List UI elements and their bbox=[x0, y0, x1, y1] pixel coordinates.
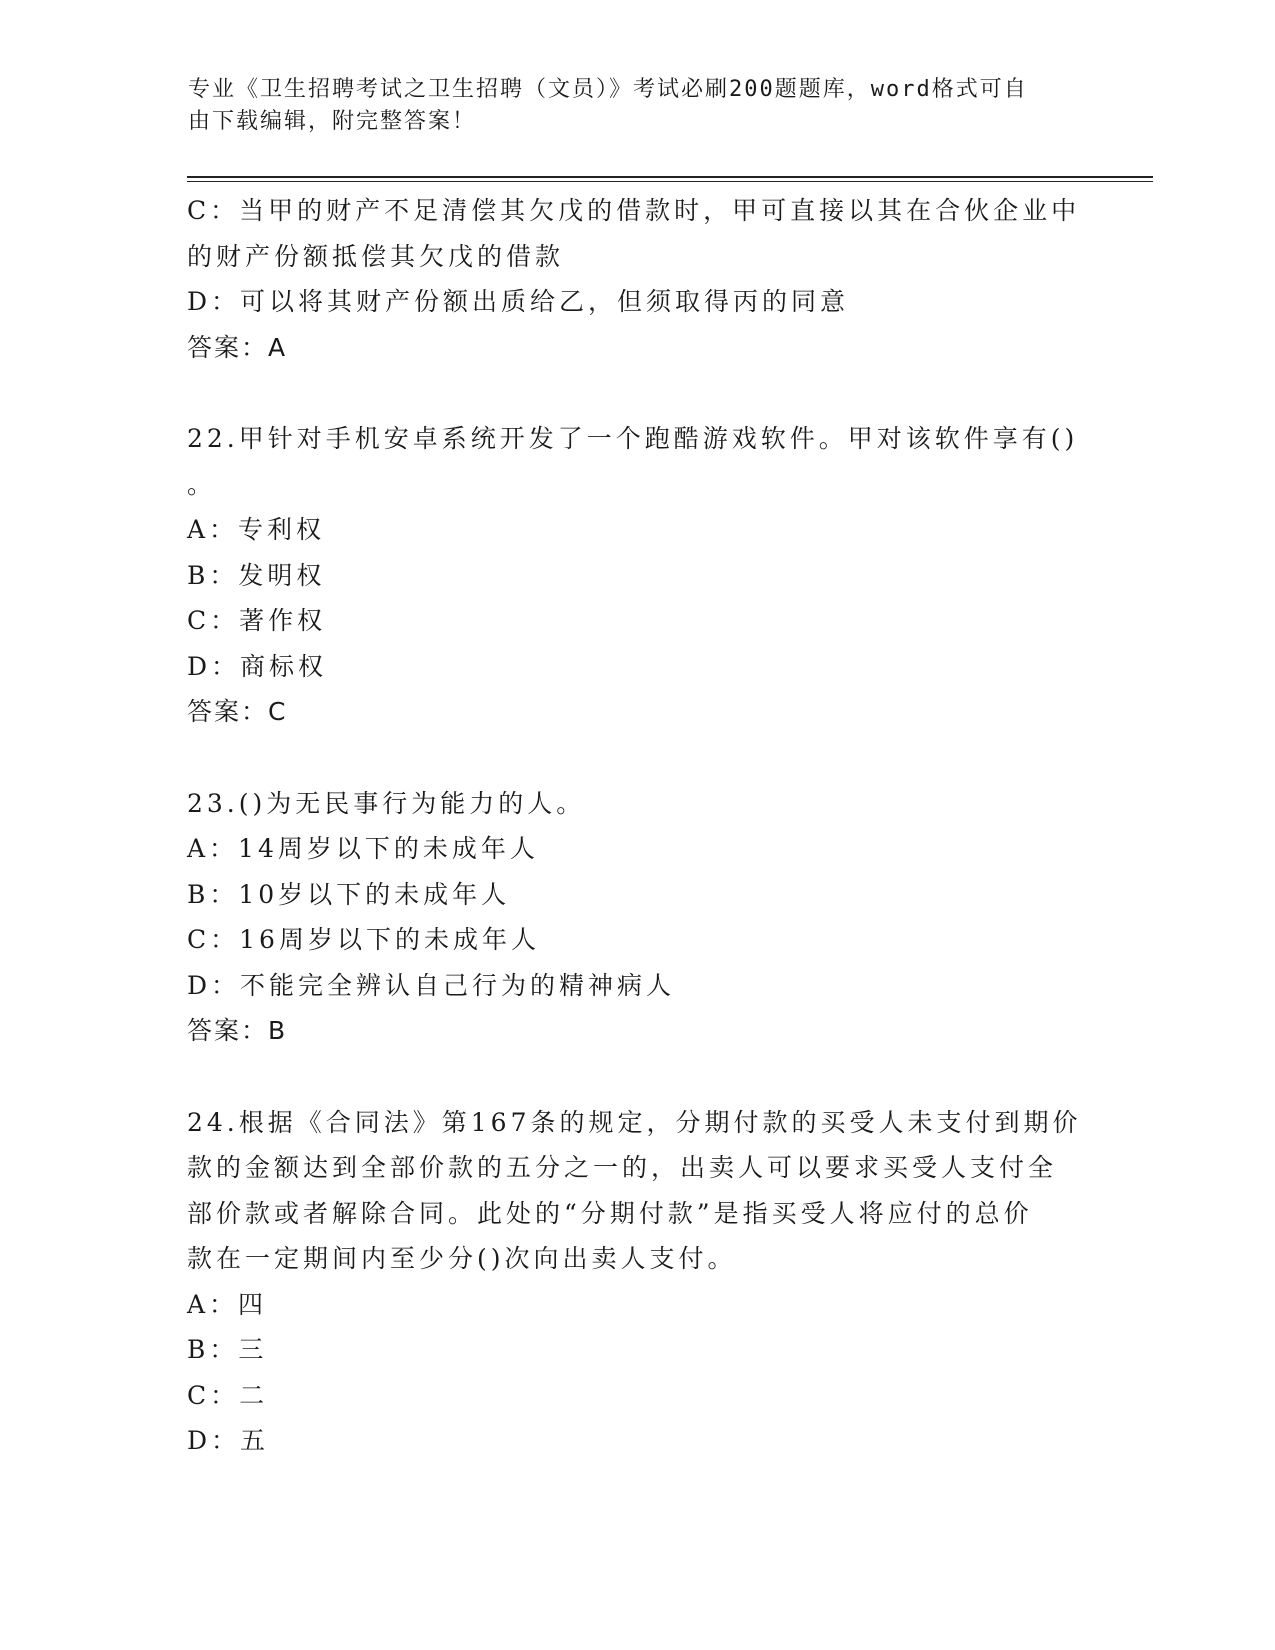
question-stem-line-1: 23.()为无民事行为能力的人。 bbox=[187, 788, 586, 818]
option-d: D：五 bbox=[187, 1426, 270, 1455]
question-23 bbox=[187, 781, 1087, 1054]
question-stem-line-4: 款在一定期间内至少分()次向出卖人支付。 bbox=[187, 1244, 737, 1273]
header-title-line-1: 专业《卫生招聘考试之卫生招聘（文员）》考试必刷200题题库，word格式可自 bbox=[188, 77, 1028, 102]
option-d: D：可以将其财产份额出质给乙，但须取得丙的同意 bbox=[187, 287, 850, 316]
answer: 答案：A bbox=[187, 332, 288, 362]
answer: 答案：B bbox=[187, 1016, 288, 1045]
question-24 bbox=[187, 1100, 1087, 1464]
question-stem-line-2: 。 bbox=[187, 469, 217, 499]
option-a: A：专利权 bbox=[187, 515, 326, 544]
option-b: B：三 bbox=[187, 1335, 268, 1364]
answer: 答案：C bbox=[187, 697, 288, 726]
option-c-line-1: C：当甲的财产不足清偿其欠戊的借款时，甲可直接以其在合伙企业中 bbox=[187, 196, 1081, 225]
spacer bbox=[187, 370, 1087, 416]
header-rule-thin bbox=[187, 181, 1153, 182]
option-d: D：商标权 bbox=[187, 651, 328, 681]
option-c-line-2: 的财产份额抵偿其欠戊的借款 bbox=[187, 241, 565, 271]
header-rule-thick bbox=[187, 176, 1153, 178]
option-c: C：二 bbox=[187, 1380, 269, 1410]
spacer bbox=[187, 735, 1087, 781]
question-stem-line-3: 部价款或者解除合同。此处的“分期付款”是指买受人将应付的总价 bbox=[187, 1198, 1033, 1228]
question-stem-line-1: 24.根据《合同法》第167条的规定，分期付款的买受人未支付到期价 bbox=[187, 1107, 1082, 1137]
option-b: B：发明权 bbox=[187, 560, 326, 590]
option-a: A：四 bbox=[187, 1289, 268, 1319]
option-c: C：16周岁以下的未成年人 bbox=[187, 925, 540, 954]
spacer bbox=[187, 1054, 1087, 1100]
question-stem-line-1: 22.甲针对手机安卓系统开发了一个跑酷游戏软件。甲对该软件享有() bbox=[187, 424, 1079, 453]
option-a: A：14周岁以下的未成年人 bbox=[187, 834, 539, 863]
option-c: C：著作权 bbox=[187, 606, 327, 635]
document-header bbox=[188, 74, 1068, 138]
question-22 bbox=[187, 416, 1087, 735]
question-list bbox=[187, 188, 1087, 1464]
header-title-line-2: 由下载编辑，附完整答案！ bbox=[188, 109, 477, 134]
option-b: B：10岁以下的未成年人 bbox=[187, 879, 511, 909]
question-21-continued bbox=[187, 188, 1087, 370]
question-stem-line-2: 款的金额达到全部价款的五分之一的，出卖人可以要求买受人支付全 bbox=[187, 1153, 1058, 1182]
option-d: D：不能完全辨认自己行为的精神病人 bbox=[187, 970, 676, 1000]
